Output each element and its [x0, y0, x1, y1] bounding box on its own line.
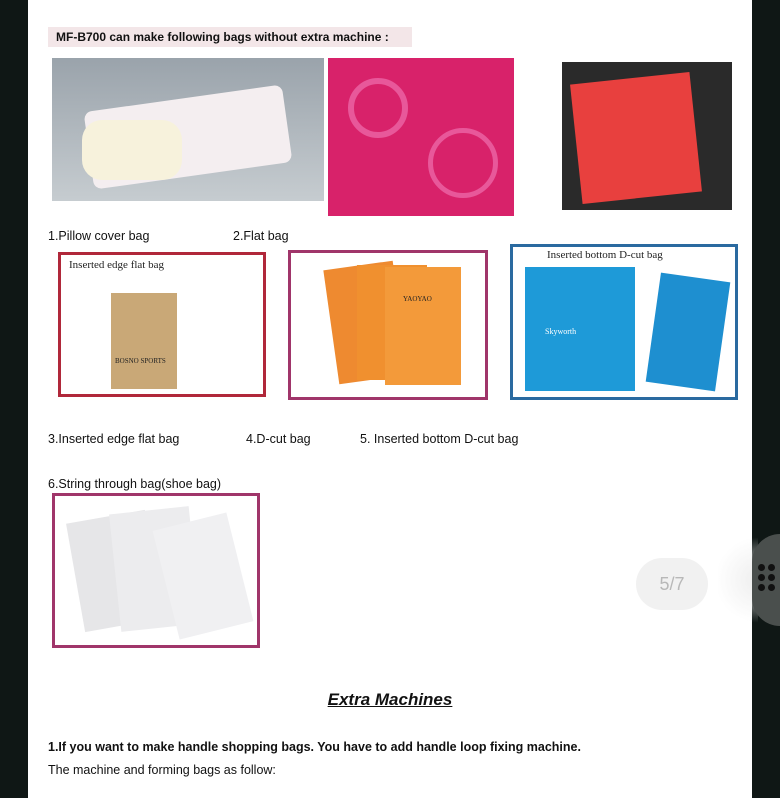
- page-indicator: 5/7: [636, 558, 708, 610]
- bag-brand: Skyworth: [545, 327, 577, 336]
- paragraph-1: 1.If you want to make handle shopping bags. You have to add handle loop fixing machine.: [48, 740, 581, 754]
- bag-brand: YAOYAO: [403, 295, 432, 303]
- caption-string: 6.String through bag(shoe bag): [48, 477, 222, 491]
- image-label: Inserted edge flat bag: [69, 259, 164, 271]
- inserted-edge-bag-image: [58, 252, 266, 397]
- caption-inserted-edge: 3.Inserted edge flat bag: [48, 432, 180, 446]
- caption-inserted-bottom: 5. Inserted bottom D-cut bag: [360, 432, 519, 446]
- dcut-bag-image: [288, 250, 488, 400]
- caption-dcut: 4.D-cut bag: [246, 432, 311, 446]
- flat-bag-image: [328, 58, 514, 216]
- section-title: Extra Machines: [327, 690, 453, 709]
- image-label: Inserted bottom D-cut bag: [547, 249, 663, 261]
- inserted-bottom-dcut-bag-image: [510, 244, 738, 400]
- string-through-bag-image: [52, 493, 260, 648]
- document-page: [28, 0, 752, 798]
- side-drag-handle[interactable]: [752, 534, 780, 626]
- bag-brand: BOSNO SPORTS: [115, 357, 166, 365]
- section-header: MF-B700 can make following bags without extra machine :: [48, 27, 412, 47]
- grip-dots-icon: [758, 564, 775, 591]
- pillow-cover-bag-image: [52, 58, 324, 201]
- caption-pillow: 1.Pillow cover bag: [48, 229, 150, 243]
- caption-flat: 2.Flat bag: [233, 229, 289, 243]
- paragraph-2: The machine and forming bags as follow:: [48, 763, 276, 777]
- red-bag-image: [562, 62, 732, 210]
